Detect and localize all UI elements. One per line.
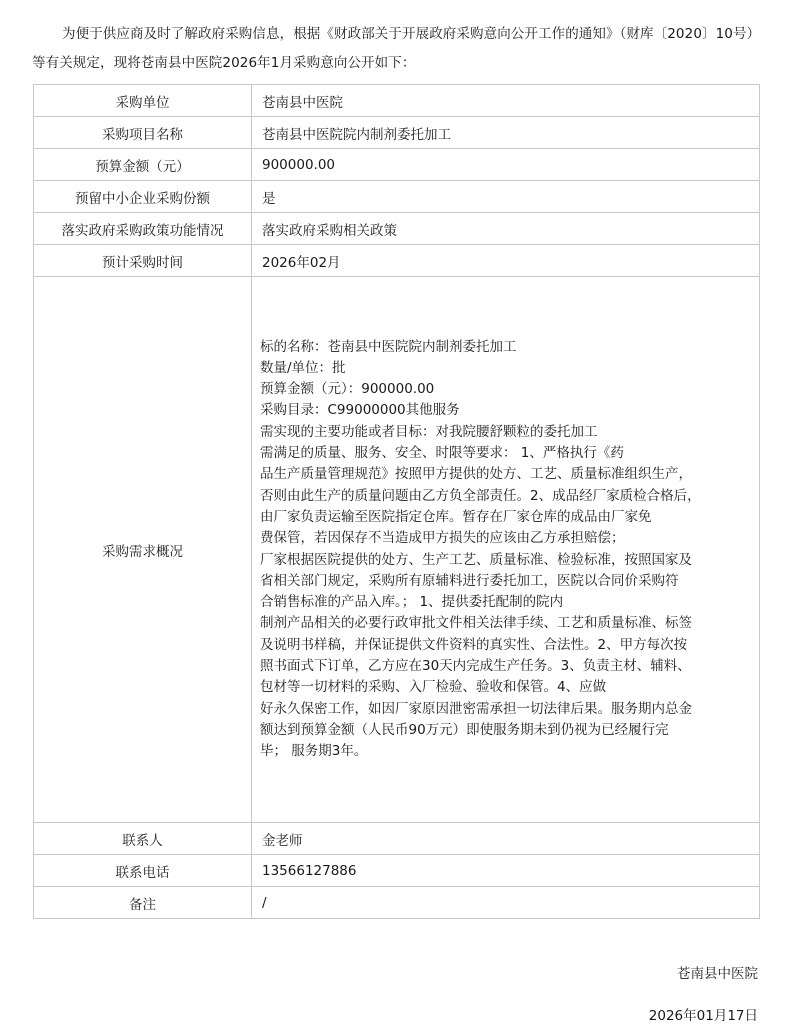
table-row xyxy=(34,213,760,245)
footer-date: 2026年01月17日 xyxy=(648,1008,758,1024)
requirements-line: 包材等一切材料的采购、入厂检验、验收和保管。4、应做 xyxy=(260,679,607,696)
table-row xyxy=(34,887,760,919)
row-value-contact-phone: 13566127886 xyxy=(252,855,760,887)
table-row xyxy=(34,149,760,181)
requirements-line: 需满足的质量、服务、安全、时限等要求： 1、严格执行《药 xyxy=(260,445,624,462)
row-label-contact-phone: 联系电话 xyxy=(34,855,252,887)
requirements-line: 厂家根据医院提供的处方、生产工艺、质量标准、检验标准，按照国家及 xyxy=(260,551,692,568)
requirements-line: 费保管，若因保存不当造成甲方损失的应该由乙方承担赔偿； xyxy=(260,530,625,547)
requirements-line: 需实现的主要功能或者目标：对我院腰舒颗粒的委托加工 xyxy=(260,423,598,440)
row-value-sme: 是 xyxy=(252,181,760,213)
row-label-contact-person: 联系人 xyxy=(34,823,252,855)
requirements-line: 采购目录：C99000000其他服务 xyxy=(260,402,460,419)
requirements-text xyxy=(252,337,759,763)
row-label-project: 采购项目名称 xyxy=(34,117,252,149)
row-value-remark: / xyxy=(252,887,760,919)
table-row xyxy=(34,117,760,149)
footer-organization: 苍南县中医院 xyxy=(677,966,758,982)
table-row xyxy=(34,277,760,823)
intro-paragraph: 为便于供应商及时了解政府采购信息，根据《财政部关于开展政府采购意向公开工作的通知》（财库〔2020〕10号）等有关规定，现将苍南县中医院2026年1月采购意向公开如下： xyxy=(32,26,754,71)
row-value-policy: 落实政府采购相关政策 xyxy=(252,213,760,245)
requirements-line: 否则由此生产的质量问题由乙方负全部责任。2、成品经厂家质检合格后， xyxy=(260,487,701,504)
requirements-line: 好永久保密工作，如因厂家原因泄密需承担一切法律后果。服务期内总金 xyxy=(260,700,692,717)
row-label-unit: 采购单位 xyxy=(34,85,252,117)
row-value-contact-person: 金老师 xyxy=(252,823,760,855)
row-label-sme: 预留中小企业采购份额 xyxy=(34,181,252,213)
row-label-requirements: 采购需求概况 xyxy=(34,277,252,823)
requirements-line: 制剂产品相关的必要行政审批文件相关法律手续、工艺和质量标准、标签 xyxy=(260,615,692,632)
row-label-remark: 备注 xyxy=(34,887,252,919)
requirements-line: 及说明书样稿，并保证提供文件资料的真实性、合法性。2、甲方每次按 xyxy=(260,636,688,653)
requirements-line: 照书面式下订单，乙方应在30天内完成生产任务。3、负责主材、辅料、 xyxy=(260,657,691,674)
requirements-line: 毕； 服务期3年。 xyxy=(260,743,368,760)
table-row xyxy=(34,245,760,277)
requirements-line: 标的名称：苍南县中医院院内制剂委托加工 xyxy=(260,338,517,355)
row-label-budget: 预算金额（元） xyxy=(34,149,252,181)
requirements-line: 合销售标准的产品入库。； 1、提供委托配制的院内 xyxy=(260,594,564,611)
procurement-intent-table xyxy=(33,84,760,919)
requirements-line: 由厂家负责运输至医院指定仓库。暂存在厂家仓库的成品由厂家免 xyxy=(260,508,652,525)
requirements-line: 预算金额（元）：900000.00 xyxy=(260,381,435,398)
requirements-line: 品生产质量管理规范》按照甲方提供的处方、工艺、质量标准组织生产， xyxy=(260,466,692,483)
requirements-line: 数量/单位：批 xyxy=(260,359,346,376)
row-value-budget: 900000.00 xyxy=(252,149,760,181)
requirements-line: 额达到预算金额（人民币90万元）即使服务期未到仍视为已经履行完 xyxy=(260,721,669,738)
table-row xyxy=(34,823,760,855)
table-row xyxy=(34,85,760,117)
row-value-project: 苍南县中医院院内制剂委托加工 xyxy=(252,117,760,149)
table-row xyxy=(34,855,760,887)
row-value-requirements xyxy=(252,277,760,823)
row-label-policy: 落实政府采购政策功能情况 xyxy=(34,213,252,245)
row-label-time: 预计采购时间 xyxy=(34,245,252,277)
requirements-line: 省相关部门规定，采购所有原辅料进行委托加工，医院以合同价采购符 xyxy=(260,572,679,589)
table-row xyxy=(34,181,760,213)
row-value-unit: 苍南县中医院 xyxy=(252,85,760,117)
row-value-time: 2026年02月 xyxy=(252,245,760,277)
